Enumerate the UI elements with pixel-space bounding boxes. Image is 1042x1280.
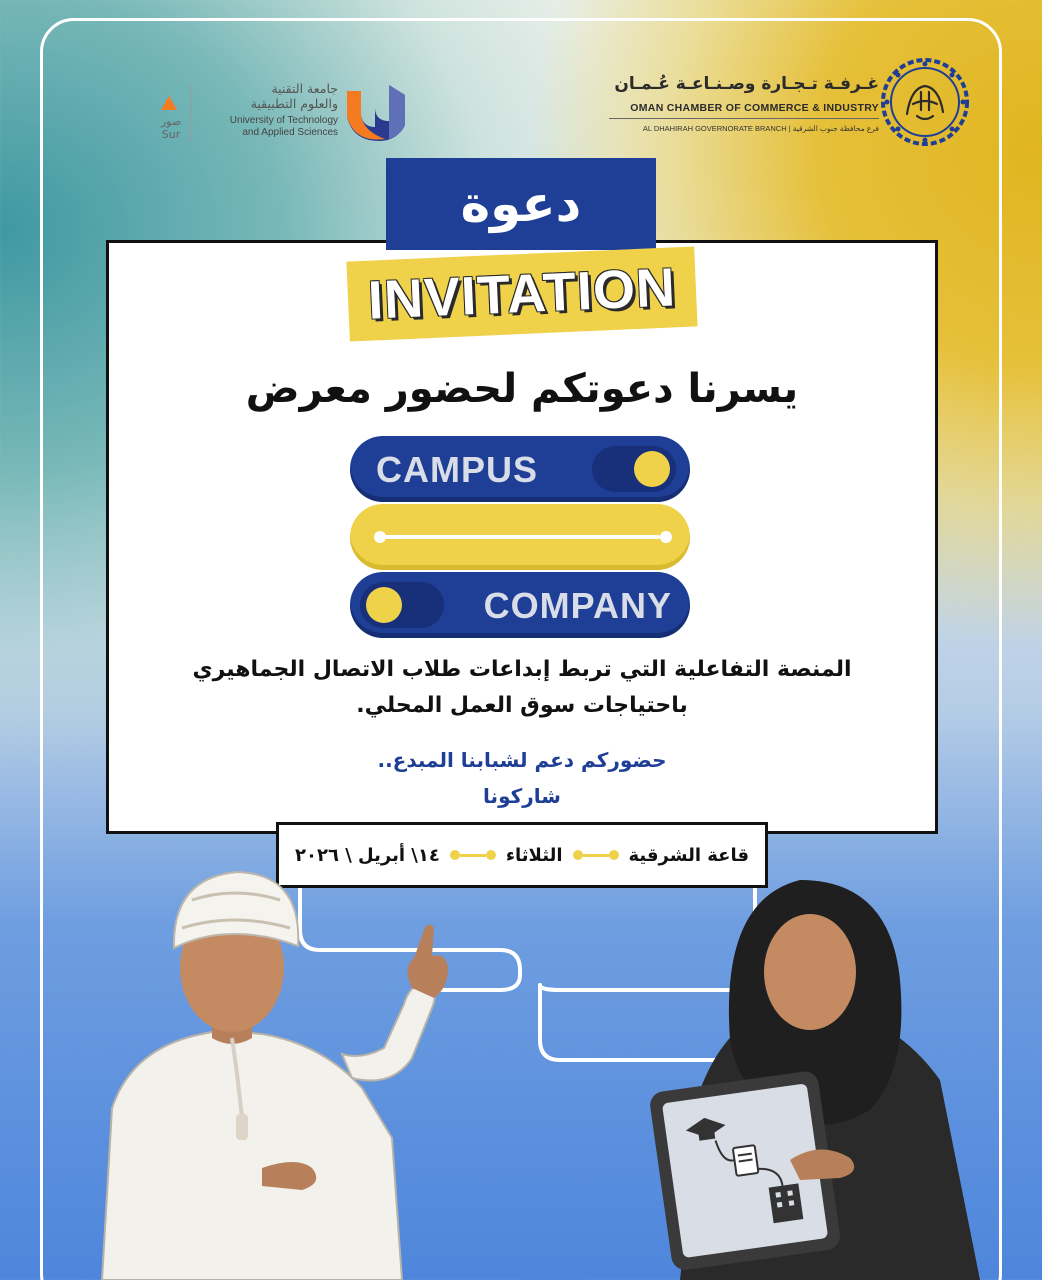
chamber-name-en: OMAN CHAMBER OF COMMERCE & INDUSTRY (630, 102, 879, 114)
campus-label: CAMPUS (376, 449, 539, 490)
university-name-ar-line1: جامعة التقنية (271, 81, 338, 96)
link-pill (350, 504, 690, 570)
university-name-en-line2: and Applied Sciences (242, 127, 338, 138)
description-line-2: باحتياجات سوق العمل المحلي. (356, 693, 688, 718)
campus-toggle-knob (634, 451, 670, 487)
document-icon (733, 1145, 759, 1176)
university-name-ar-line2: والعلوم التطبيقية (250, 96, 338, 111)
building-icon (769, 1183, 804, 1223)
event-date: ١٤\ أبريل \ ٢٠٢٦ (294, 844, 440, 866)
university-logo-block (150, 55, 415, 150)
support-line-2: شاركونا (483, 784, 561, 808)
company-toggle-knob (366, 587, 402, 623)
link-dot-left (374, 531, 386, 543)
campus-name-ar: صور (160, 115, 182, 128)
campus-name (156, 115, 186, 141)
invitation-title-ar: دعوة (386, 158, 656, 250)
event-day: الثلاثاء (505, 844, 563, 866)
chamber-name-ar: غـرفـة تـجـارة وصـنـاعـة عُـمـان (614, 74, 879, 94)
support-message (106, 742, 938, 814)
university-name-ar (202, 81, 338, 111)
university-name-en-line1: University of Technology (229, 115, 338, 126)
description-line-1: المنصة التفاعلية التي تربط إبداعات طلاب الاتصال الجماهيري (192, 657, 852, 682)
campus-name-en: Sur (161, 128, 181, 141)
chamber-branch: AL DHAHIRAH GOVERNORATE BRANCH | فرع محافظة جنوب الشرقية (642, 124, 879, 133)
university-name-en (202, 115, 338, 139)
chamber-seal-icon (881, 58, 969, 146)
link-line (380, 535, 660, 539)
link-dot-right (660, 531, 672, 543)
invitation-headline: يسرنا دعوتكم لحضور معرض (245, 366, 799, 412)
campus-toggle (592, 446, 676, 492)
university-logo-icon (345, 55, 410, 143)
invitation-title-en-banner (346, 246, 697, 341)
logo-divider (190, 83, 191, 141)
company-label: COMPANY (483, 585, 672, 626)
details-separator (573, 850, 619, 860)
support-line-1: حضوركم دعم لشبابنا المبدع.. (377, 748, 667, 772)
company-pill (350, 572, 690, 638)
chamber-logo-block (605, 58, 977, 150)
company-toggle (360, 582, 444, 628)
chamber-divider (609, 118, 879, 119)
omani-student-girl-illustration (640, 840, 1000, 1280)
invitation-title-en: INVITATION (366, 257, 678, 331)
campus-pill (350, 436, 690, 502)
omani-student-illustration (62, 838, 462, 1280)
platform-description (106, 652, 938, 724)
sur-campus-icon (160, 95, 178, 111)
event-venue: قاعة الشرقية (628, 844, 750, 866)
